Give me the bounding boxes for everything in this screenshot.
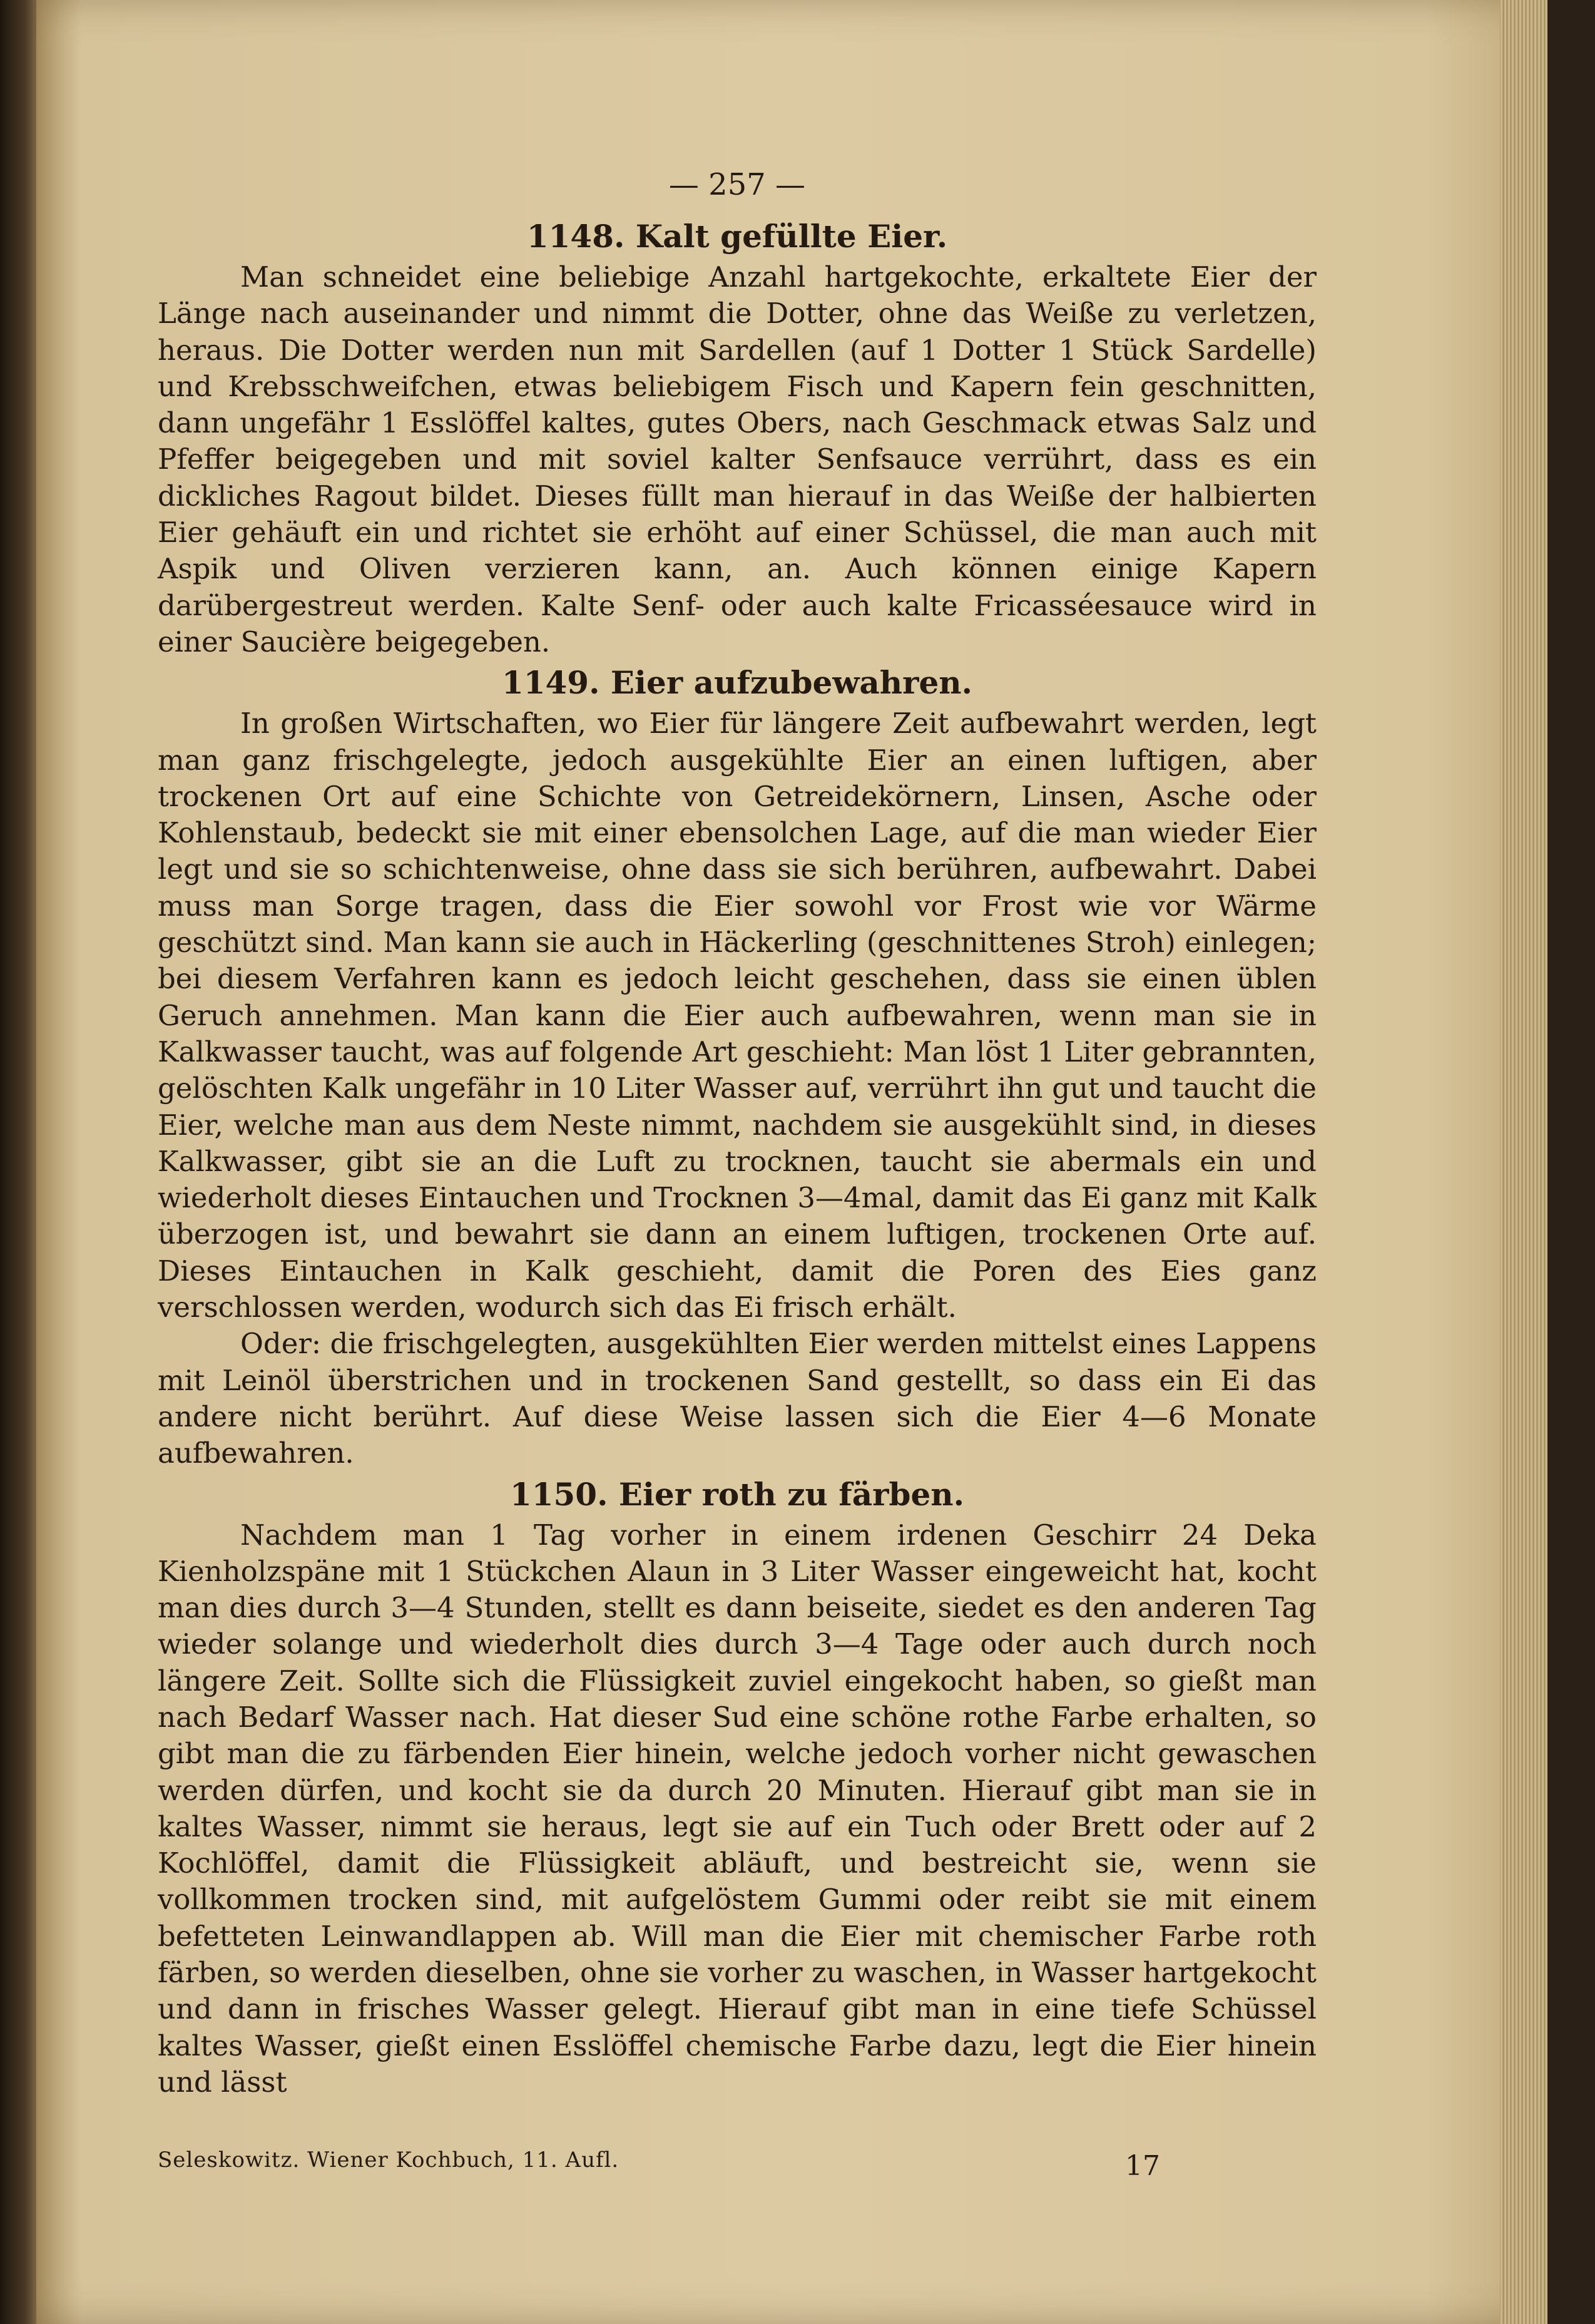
recipe-paragraph: Oder: die frischgelegten, ausgekühlten Eier werden mittelst eines Lappens mit Leinöl überstrichen und in trockenen Sand gestellt, so dass ein Ei das andere nicht berührt. Auf diese Weise lassen sich die Eier 4—6 Monate aufbewahren. [158, 1327, 1317, 1470]
recipe-paragraph: In großen Wirtschaften, wo Eier für längere Zeit aufbewahrt werden, legt man ganz frischgelegte, jedoch ausgekühlte Eier an einen luftigen, aber trockenen Ort auf eine Schichte von Getreidekörnern, Linsen, Asche oder Kohlenstaub, bedeckt sie mit einer ebensolchen Lage, auf die man wieder Eier legt und sie so schichtenweise, ohne dass sie sich berühren, aufbewahrt. Dabei muss man Sorge tragen, dass die Eier sowohl vor Frost wie vor Wärme geschützt sind. Man kann sie auch in Häckerling (geschnittenes Stroh) einlegen; bei diesem Verfahren kann es jedoch leicht geschehen, dass sie einen üblen Geruch annehmen. Man kann die Eier auch aufbewahren, wenn man sie in Kalkwasser taucht, was auf folgende Art geschieht: Man löst 1 Liter gebrannten, gelöschten Kalk ungefähr in 10 Liter Wasser auf, verrührt ihn gut und taucht die Eier, welche man aus dem Neste nimmt, nachdem sie ausgekühlt sind, in dieses Kalkwasser, gibt sie an die Luft zu trocknen, taucht sie abermals ein und wiederholt dieses Eintauchen und Trocknen 3—4mal, damit das Ei ganz mit Kalk überzogen ist, und bewahrt sie dann an einem luftigen, trockenen Orte auf. Dieses Eintauchen in Kalk geschieht, damit die Poren des Eies ganz verschlossen werden, wodurch sich das Ei frisch erhält. [158, 707, 1317, 1324]
page-number: — 257 — [668, 167, 806, 202]
recipe-heading: 1150. Eier roth zu färben. [509, 1475, 965, 1513]
recipe-heading: 1148. Kalt gefüllte Eier. [526, 218, 948, 255]
recipe-paragraph: Man schneidet eine beliebige Anzahl hartgekochte, erkaltete Eier der Länge nach auseinander und nimmt die Dotter, ohne das Weiße zu verletzen, heraus. Die Dotter werden nun mit Sardellen (auf 1 Dotter 1 Stück Sardelle) und Krebsschweifchen, etwas beliebigem Fisch und Kapern fein geschnitten, dann ungefähr 1 Esslöffel kaltes, gutes Obers, nach Geschmack etwas Salz und Pfeffer beigegeben und mit soviel kalter Senfsauce verrührt, dass es ein dickliches Ragout bildet. Dieses füllt man hierauf in das Weiße der halbierten Eier gehäuft ein und richtet sie erhöht auf einer Schüssel, die man auch mit Aspik und Oliven verzieren kann, an. Auch können einige Kapern darübergestreut werden. Kalte Senf- oder auch kalte Fricasséesauce wird in einer Saucière beigegeben. [158, 260, 1317, 658]
page-footer [158, 2142, 1317, 2180]
page-stack-edge [1500, 0, 1547, 2324]
recipe-1148 [158, 214, 1317, 660]
recipe-heading: 1149. Eier aufzubewahren. [501, 664, 973, 702]
recipe-1150 [158, 1472, 1317, 2101]
book-binding-edge [0, 0, 36, 2324]
page-text [158, 164, 1317, 2101]
recipe-paragraph: Nachdem man 1 Tag vorher in einem irdenen Geschirr 24 Deka Kienholzspäne mit 1 Stückchen Alaun in 3 Liter Wasser eingeweicht hat, kocht man dies durch 3—4 Stunden, stellt es dann beiseite, siedet es den anderen Tag wieder solange und wiederholt dies durch 3—4 Tage oder auch durch noch längere Zeit. Sollte sich die Flüssigkeit zuviel eingekocht haben, so gießt man nach Bedarf Wasser nach. Hat dieser Sud eine schöne rothe Farbe erhalten, so gibt man die zu färbenden Eier hinein, welche jedoch vorher nicht gewaschen werden dürfen, und kocht sie da durch 20 Minuten. Hierauf gibt man sie in kaltes Wasser, nimmt sie heraus, legt sie auf ein Tuch oder Brett oder auf 2 Kochlöffel, damit die Flüssigkeit abläuft, und bestreicht sie, wenn sie vollkommen trocken sind, mit aufgelöstem Gummi oder reibt sie mit einem befetteten Leinwandlappen ab. Will man die Eier mit chemischer Farbe roth färben, so werden dieselben, ohne sie vorher zu waschen, in Wasser hartgekocht und dann in frisches Wasser gelegt. Hierauf gibt man in eine tiefe Schüssel kaltes Wasser, gießt einen Esslöffel chemische Farbe dazu, legt die Eier hinein und lässt [158, 1518, 1317, 2099]
footer-book-title: Seleskowitz. Wiener Kochbuch, 11. Aufl. [158, 2147, 619, 2173]
recipe-1149 [158, 660, 1317, 1472]
footer-signature-number: 17 [1125, 2150, 1160, 2182]
